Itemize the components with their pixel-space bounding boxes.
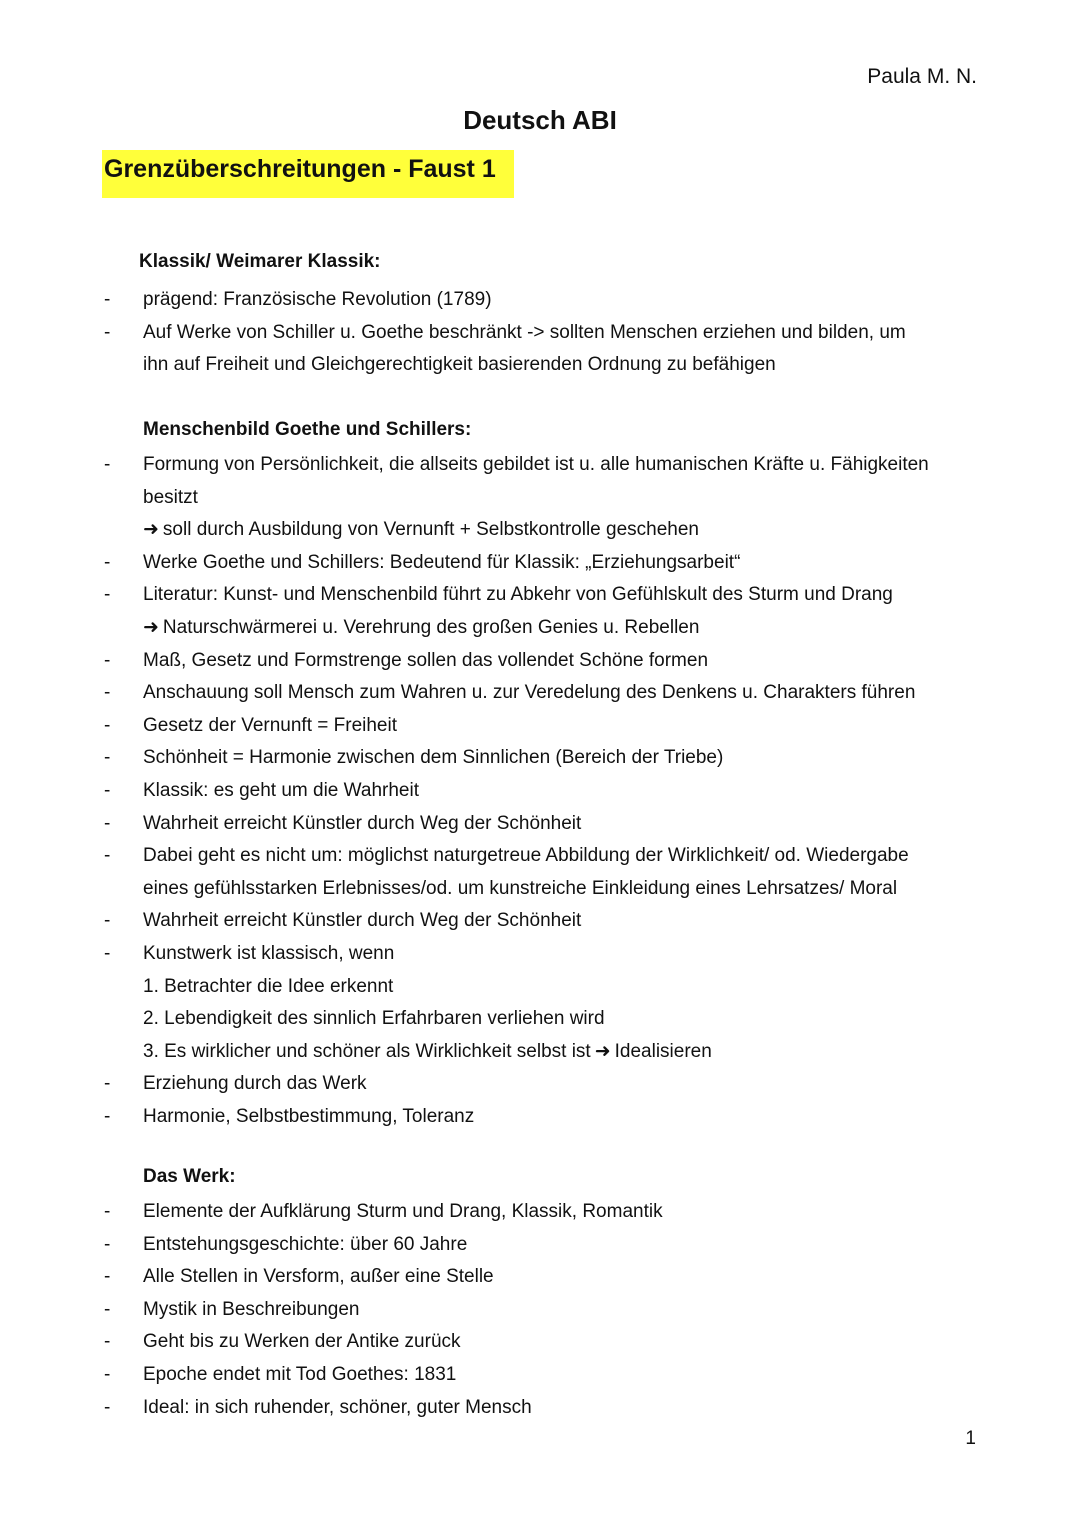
list-item: - Werke Goethe und Schillers: Bedeutend für Klassik: „Erziehungsarbeit“ <box>0 547 1080 580</box>
list-item: - Kunstwerk ist klassisch, wenn <box>0 938 1080 971</box>
arrow-right-icon: ➜ <box>143 616 159 638</box>
list-item: - prägend: Französische Revolution (1789) <box>0 284 1080 317</box>
bullet-dash: - <box>104 714 111 736</box>
bullet-dash: - <box>104 1201 111 1222</box>
list-item: - Ideal: in sich ruhender, schöner, guter Mensch <box>0 1392 1080 1425</box>
list-item: - Anschauung soll Mensch zum Wahren u. zur Veredelung des Denkens u. Charakters führen <box>0 677 1080 710</box>
list-item: - Geht bis zu Werken der Antike zurück <box>0 1326 1080 1359</box>
list-item: besitzt <box>143 486 198 508</box>
arrow-right-icon: ➜ <box>594 1040 611 1062</box>
list-item: ihn auf Freiheit und Gleichgerechtigkeit basierenden Ordnung zu befähigen <box>143 354 776 376</box>
list-item: - Maß, Gesetz und Formstrenge sollen das vollendet Schöne formen <box>0 645 1080 678</box>
topic-heading-highlighted: Grenzüberschreitungen - Faust 1 <box>102 150 514 198</box>
bullet-dash: - <box>104 649 111 671</box>
bullet-dash: - <box>104 551 111 573</box>
bullet-dash: - <box>104 1105 111 1127</box>
list-item: - Wahrheit erreicht Künstler durch Weg der Schönheit <box>0 808 1080 841</box>
list-item: - Erziehung durch das Werk <box>0 1068 1080 1101</box>
bullet-dash: - <box>104 779 111 801</box>
list-item: - Formung von Persönlichkeit, die allseits gebildet ist u. alle humanischen Kräfte u. Fähigkeiten <box>0 449 1080 482</box>
section-list-klassik <box>0 284 1080 382</box>
bullet-dash: - <box>104 454 111 475</box>
list-item: - Epoche endet mit Tod Goethes: 1831 <box>0 1359 1080 1392</box>
list-item: - Dabei geht es nicht um: möglichst naturgetreue Abbildung der Wirklichkeit/ od. Wiedergabe <box>0 840 1080 873</box>
arrow-right-icon: ➜ <box>143 519 159 541</box>
bullet-dash: - <box>104 942 111 964</box>
list-item: - Mystik in Beschreibungen <box>0 1294 1080 1327</box>
section-list-das-werk <box>0 1196 1080 1424</box>
list-item: 1. Betrachter die Idee erkennt <box>143 975 394 997</box>
list-item: - Auf Werke von Schiller u. Goethe beschränkt -> sollten Menschen erziehen und bilden, um <box>0 317 1080 350</box>
bullet-dash: - <box>104 1396 111 1418</box>
bullet-dash: - <box>104 1298 111 1320</box>
list-item: - Wahrheit erreicht Künstler durch Weg der Schönheit <box>0 905 1080 938</box>
section-list-menschenbild <box>0 449 1080 1133</box>
list-item: - Literatur: Kunst- und Menschenbild führt zu Abkehr von Gefühlskult des Sturm und Drang <box>0 579 1080 612</box>
list-item: - Klassik: es geht um die Wahrheit <box>0 775 1080 808</box>
document-title: Deutsch ABI <box>463 105 617 135</box>
bullet-dash: - <box>104 321 111 343</box>
section-heading-das-werk: Das Werk: <box>143 1166 236 1187</box>
list-item: 3. Es wirklicher und schöner als Wirklichkeit selbst ist ➜ Idealisieren <box>0 1036 1080 1069</box>
list-item: - Alle Stellen in Versform, außer eine Stelle <box>0 1261 1080 1294</box>
bullet-dash: - <box>104 289 111 310</box>
bullet-dash: - <box>104 845 111 867</box>
list-item: 2. Lebendigkeit des sinnlich Erfahrbaren verliehen wird <box>143 1008 605 1030</box>
list-item: - Entstehungsgeschichte: über 60 Jahre <box>0 1229 1080 1262</box>
list-item: - Harmonie, Selbstbestimmung, Toleranz <box>0 1101 1080 1134</box>
author-name: Paula M. N. <box>867 65 977 88</box>
list-item: - Elemente der Aufklärung Sturm und Drang, Klassik, Romantik <box>0 1196 1080 1229</box>
list-item: - Schönheit = Harmonie zwischen dem Sinnlichen (Bereich der Triebe) <box>0 742 1080 775</box>
bullet-dash: - <box>104 747 111 769</box>
bullet-dash: - <box>104 1331 111 1353</box>
list-item: ➜ Naturschwärmerei u. Verehrung des großen Genies u. Rebellen <box>0 612 1080 645</box>
list-item: eines gefühlsstarken Erlebnisses/od. um kunstreiche Einkleidung eines Lehrsatzes/ Moral <box>143 877 898 899</box>
bullet-dash: - <box>104 1266 111 1288</box>
list-item: ➜ soll durch Ausbildung von Vernunft + Selbstkontrolle geschehen <box>0 514 1080 547</box>
bullet-dash: - <box>104 584 111 606</box>
page-number: 1 <box>965 1428 976 1449</box>
bullet-dash: - <box>104 682 111 704</box>
bullet-dash: - <box>104 1363 111 1385</box>
section-heading-klassik: Klassik/ Weimarer Klassik: <box>139 251 381 272</box>
section-heading-menschenbild: Menschenbild Goethe und Schillers: <box>143 419 472 440</box>
bullet-dash: - <box>104 1073 111 1095</box>
bullet-dash: - <box>104 812 111 834</box>
bullet-dash: - <box>104 1233 111 1255</box>
bullet-dash: - <box>104 910 111 932</box>
list-item: - Gesetz der Vernunft = Freiheit <box>0 710 1080 743</box>
